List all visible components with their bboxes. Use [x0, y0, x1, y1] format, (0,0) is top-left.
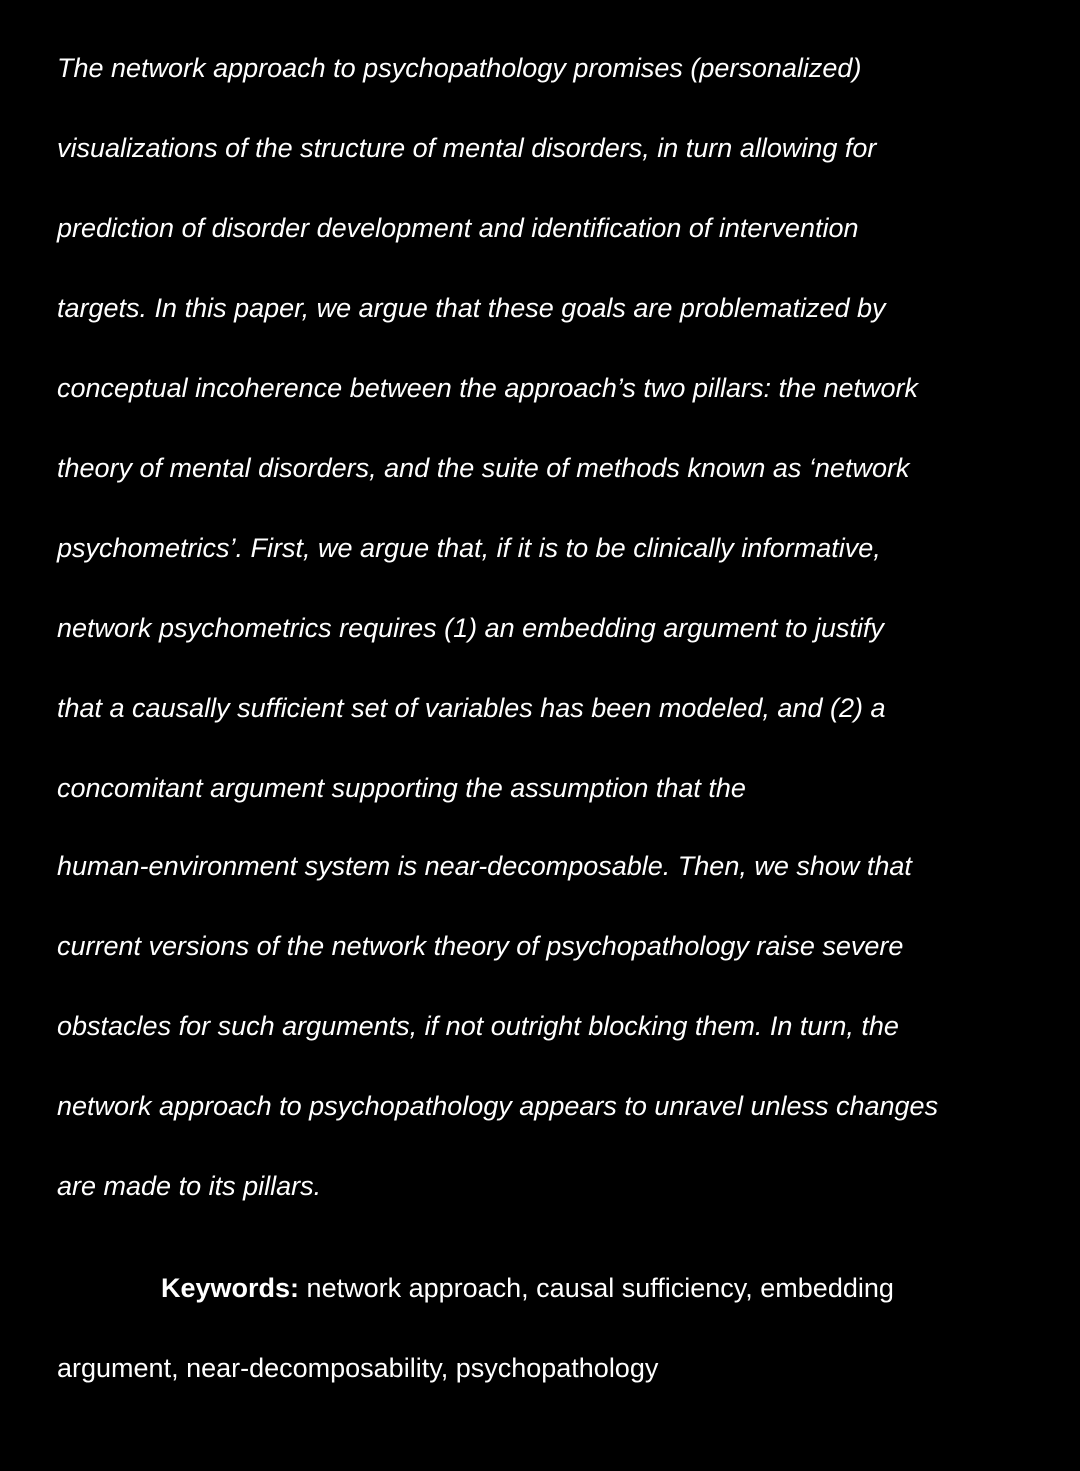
- abstract-line: current versions of the network theory of psychopathology raise severe: [57, 931, 904, 961]
- keywords-label: Keywords:: [161, 1273, 300, 1303]
- abstract-line: network psychometrics requires (1) an embedding argument to justify: [57, 613, 884, 643]
- abstract-line: concomitant argument supporting the assumption that the: [57, 773, 746, 803]
- keywords-text: network approach, causal sufficiency, embedding: [299, 1273, 894, 1303]
- abstract-line: prediction of disorder development and identification of intervention: [57, 213, 859, 243]
- keywords-line: argument, near-decomposability, psychopathology: [57, 1353, 659, 1383]
- abstract-line: visualizations of the structure of mental disorders, in turn allowing for: [57, 133, 877, 163]
- keywords-line: [161, 1268, 894, 1308]
- abstract-line: targets. In this paper, we argue that these goals are problematized by: [57, 293, 886, 323]
- abstract-line: obstacles for such arguments, if not outright blocking them. In turn, the: [57, 1011, 899, 1041]
- abstract-line: that a causally sufficient set of variables has been modeled, and (2) a: [57, 693, 886, 723]
- abstract-line: theory of mental disorders, and the suite of methods known as ‘network: [57, 453, 910, 483]
- abstract-line: human-environment system is near-decomposable. Then, we show that: [57, 851, 912, 881]
- abstract-line: network approach to psychopathology appears to unravel unless changes: [57, 1091, 939, 1121]
- abstract-line: are made to its pillars.: [57, 1171, 322, 1201]
- abstract-line: psychometrics’. First, we argue that, if it is to be clinically informative,: [57, 533, 881, 563]
- abstract-line: conceptual incoherence between the approach’s two pillars: the network: [57, 373, 919, 403]
- abstract-line: The network approach to psychopathology promises (personalized): [57, 53, 862, 83]
